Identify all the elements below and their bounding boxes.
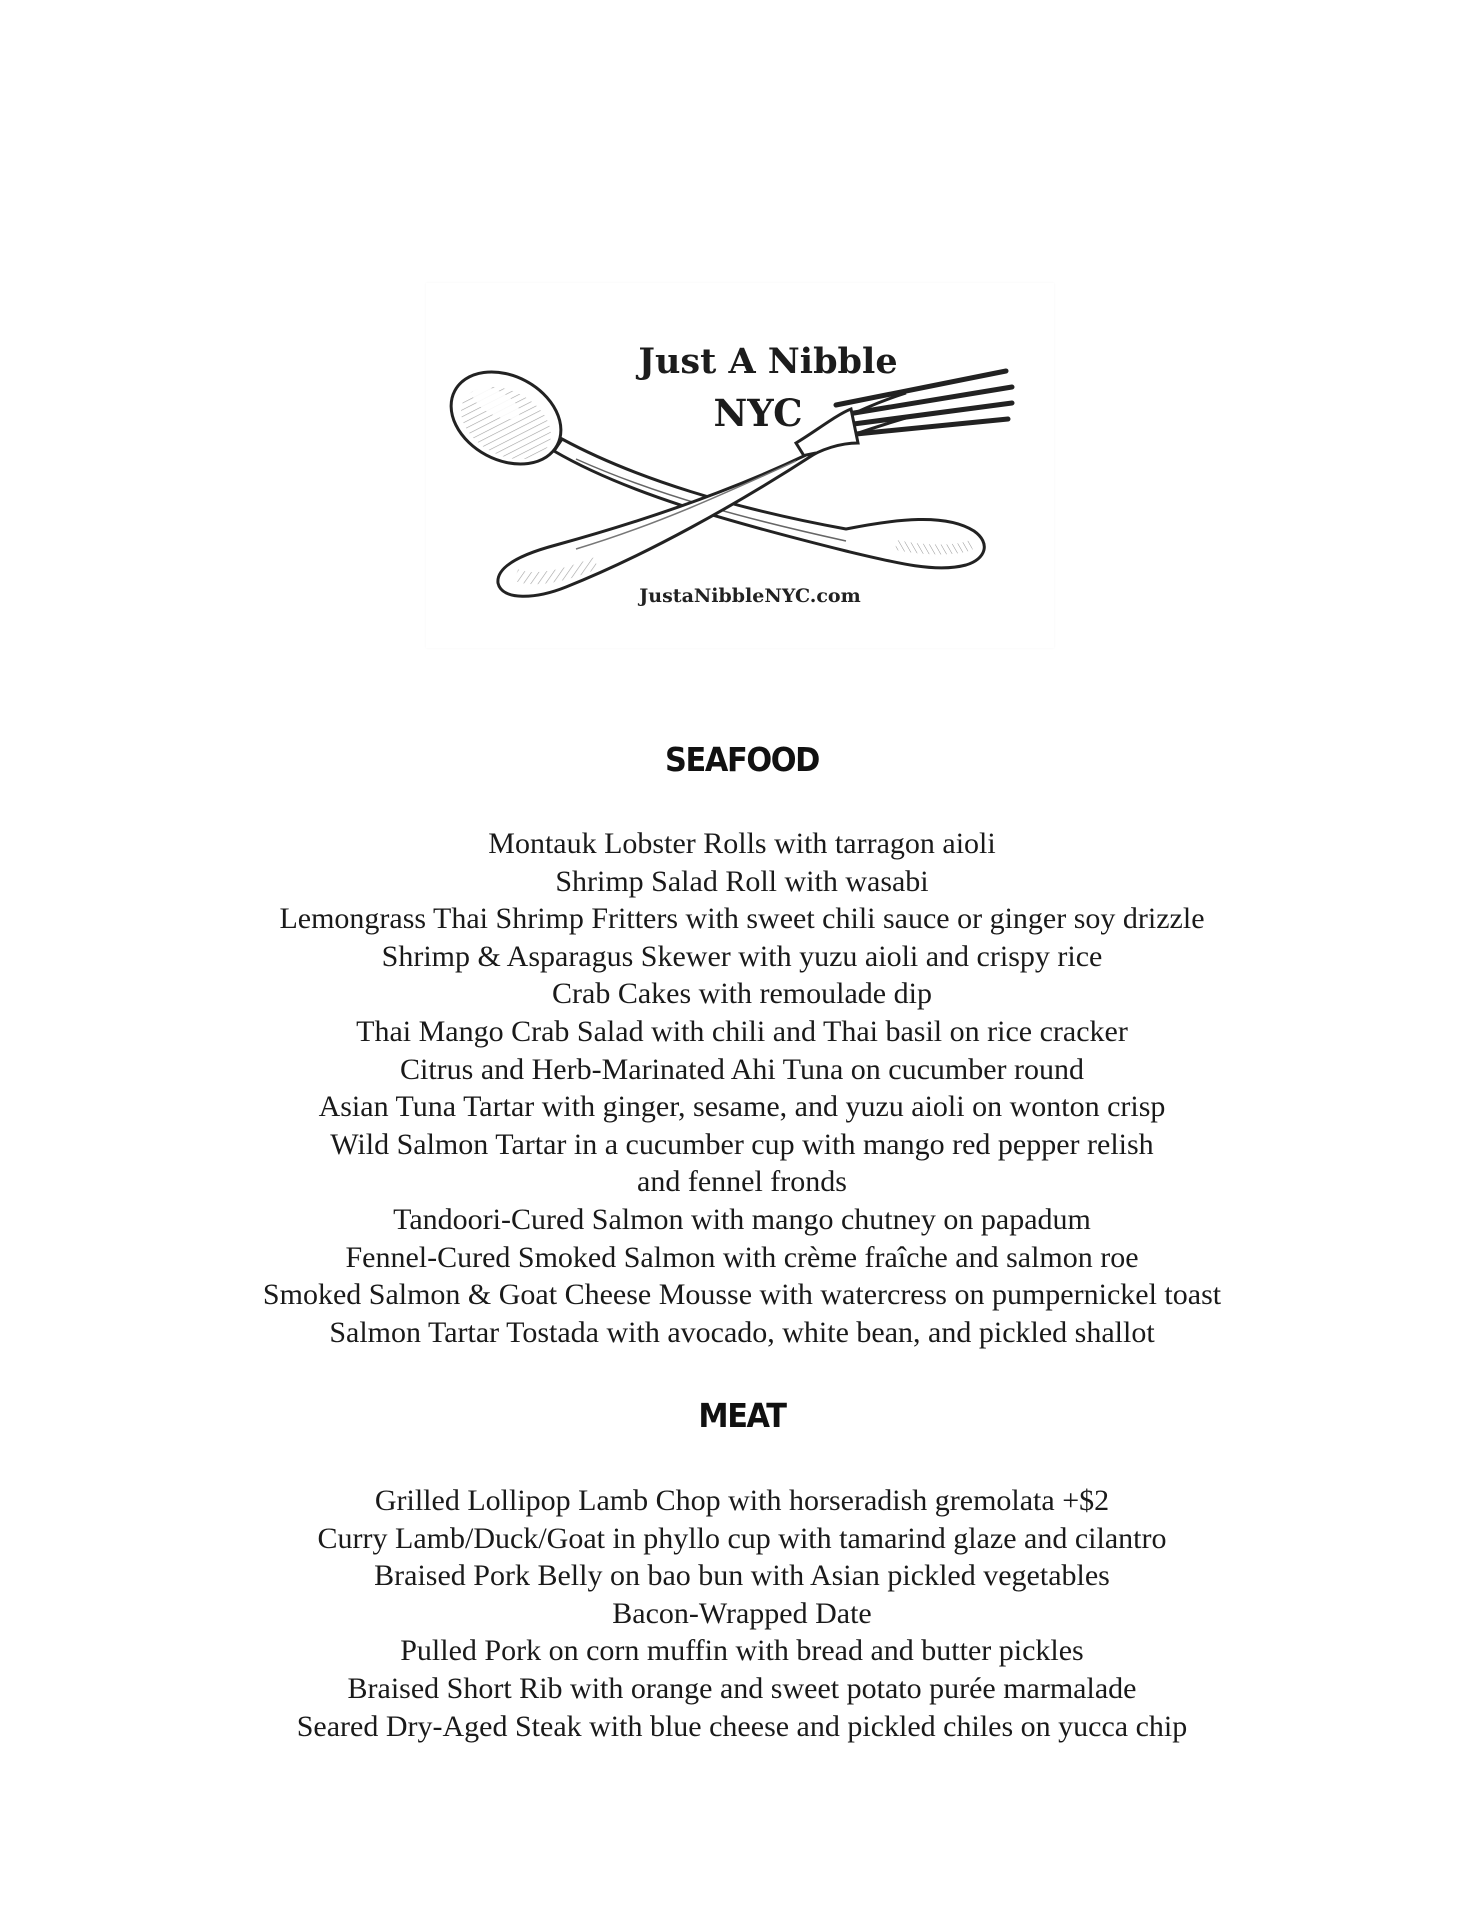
menu-item: Braised Pork Belly on bao bun with Asian pickled vegetables (374, 1559, 1110, 1593)
menu-item: Montauk Lobster Rolls with tarragon aioli (488, 827, 996, 860)
brand-logo (426, 283, 1054, 648)
menu-item: Fennel-Cured Smoked Salmon with crème fraîche and salmon roe (345, 1240, 1139, 1274)
seafood-item-list (0, 825, 1484, 1351)
menu-item: Bacon-Wrapped Date (612, 1596, 872, 1630)
menu-item: Citrus and Herb-Marinated Ahi Tuna on cucumber round (399, 1052, 1085, 1086)
menu-item: Thai Mango Crab Salad with chili and Thai basil on rice cracker (356, 1014, 1128, 1048)
menu-item: Pulled Pork on corn muffin with bread and butter pickles (400, 1634, 1084, 1668)
menu-item: and fennel fronds (637, 1165, 847, 1199)
menu-item: Shrimp & Asparagus Skewer with yuzu aioli and crispy rice (381, 939, 1103, 973)
menu-item: Crab Cakes with remoulade dip (552, 977, 932, 1011)
spoon-icon (435, 354, 984, 568)
menu-item: Lemongrass Thai Shrimp Fritters with sweet chili sauce or ginger soy drizzle (279, 902, 1205, 936)
logo-title: Just A Nibble (638, 341, 898, 382)
menu-item: Grilled Lollipop Lamb Chop with horseradish gremolata +$2 (374, 1484, 1110, 1517)
logo-website: JustaNibbleNYC.com (639, 585, 861, 607)
meat-item-list (0, 1482, 1484, 1745)
menu-item: Seared Dry-Aged Steak with blue cheese and pickled chiles on yucca chip (296, 1709, 1188, 1743)
section-heading-meat: MEAT (698, 1396, 786, 1435)
menu-item: Braised Short Rib with orange and sweet potato purée marmalade (347, 1671, 1137, 1705)
section-heading-seafood: SEAFOOD (664, 740, 819, 779)
menu-item: Salmon Tartar Tostada with avocado, white bean, and pickled shallot (329, 1315, 1155, 1349)
logo-subtitle: NYC (713, 391, 803, 435)
menu-item: Smoked Salmon & Goat Cheese Mousse with watercress on pumpernickel toast (262, 1278, 1222, 1312)
menu-item: Curry Lamb/Duck/Goat in phyllo cup with tamarind glaze and cilantro (317, 1521, 1167, 1555)
menu-item: Shrimp Salad Roll with wasabi (555, 864, 929, 898)
menu-item: Tandoori-Cured Salmon with mango chutney on papadum (393, 1202, 1091, 1236)
menu-item: Wild Salmon Tartar in a cucumber cup with mango red pepper relish (330, 1127, 1154, 1161)
menu-item: Asian Tuna Tartar with ginger, sesame, and yuzu aioli on wonton crisp (318, 1090, 1166, 1124)
